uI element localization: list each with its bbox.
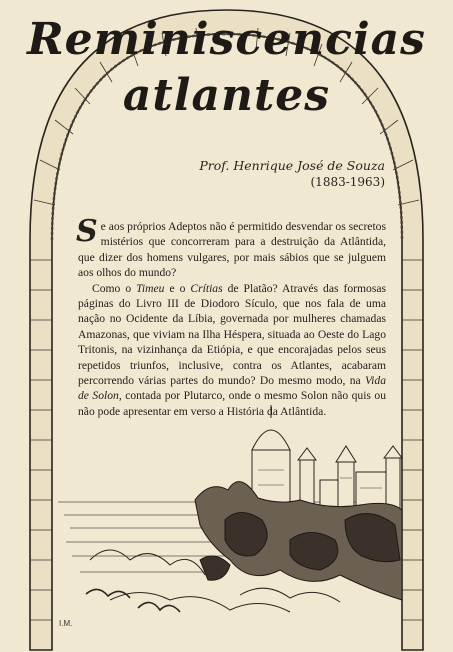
title-vida-de-solon: Vida de Solon	[78, 374, 386, 403]
paragraph-1-text: e aos próprios Adeptos não é permitido desvendar os secretos mistérios que concorreram para a destruição da Atlântida, que dizer dos homens vulgares, por mais sábios que se julguem aos olhos do mundo?	[78, 220, 386, 280]
city-towers	[252, 405, 402, 512]
title-critias: Crítias	[190, 281, 223, 295]
article-body	[76, 214, 387, 419]
illustrator-signature: I.M.	[59, 619, 73, 628]
title-line-2: atlantes	[122, 70, 331, 121]
drop-cap: S	[76, 214, 98, 249]
title-line-1: Reminiscencias	[27, 14, 426, 65]
paragraph-2: Como o Timeu e o Crítias de Platão? Através das formosas páginas do Livro III de Diodoro Sículo, que nos fala de uma nação no Ocidente da Líbia, governada por mulheres chamadas Amazonas, que viviam na Ilha Héspera, situada ao Oeste do Lago Tritonis, na vizinhança da Etiópia, e que encorajadas pelos seus repetidos triunfos, inclusive, contra os Atlantes, acabaram percorrendo várias partes do mundo? Do mesmo modo, na Vida de Solon, contada por Plutarco, onde o mesmo Solon não quis ou não pode apresentar em verso a História da Atlântida.	[78, 281, 387, 418]
author-years: (1883-1963)	[310, 175, 385, 189]
author-block	[199, 157, 385, 191]
paragraph-1	[76, 214, 386, 281]
title-timeu: Timeu	[136, 281, 165, 295]
author-name: Prof. Henrique José de Souza	[199, 158, 385, 173]
